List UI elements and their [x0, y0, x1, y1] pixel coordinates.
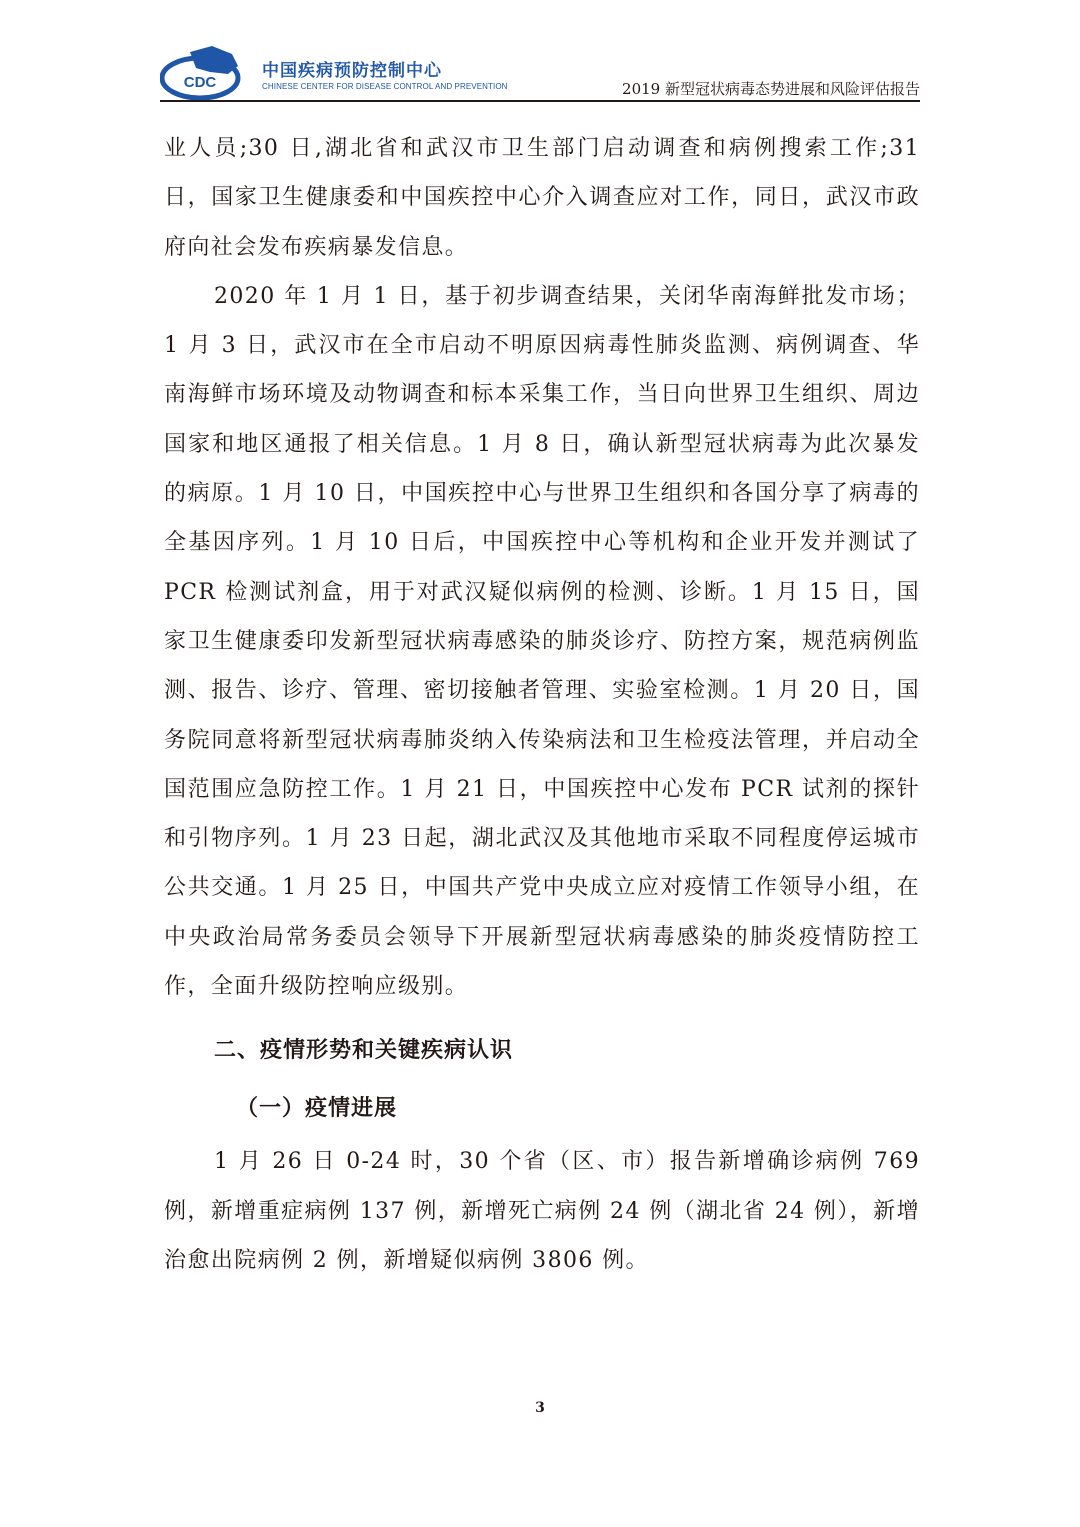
paragraph-2: 2020 年 1 月 1 日，基于初步调查结果，关闭华南海鲜批发市场；1 月 3 日，武汉市在全市启动不明原因病毒性肺炎监测、病例调查、华南海鲜市场环境及动物调查和标本采集工作，当日向世界卫生组织、周边国家和地区通报了相关信息。1 月 8 日，确认新型冠状病毒为此次暴发的病原。1 月 10 日，中国疾控中心与世界卫生组织和各国分享了病毒的全基因序列。1 月 10 日后，中国疾控中心等机构和企业开发并测试了 PCR 检测试剂盒，用于对武汉疑似病例的检测、诊断。1 月 15 日，国家卫生健康委印发新型冠状病毒感染的肺炎诊疗、防控方案，规范病例监测、报告、诊疗、管理、密切接触者管理、实验室检测。1 月 20 日，国务院同意将新型冠状病毒肺炎纳入传染病法和卫生检疫法管理，并启动全国范围应急防控工作。1 月 21 日，中国疾控中心发布 PCR 试剂的探针和引物序列。1 月 23 日起，湖北武汉及其他地市采取不同程度停运城市公共交通。1 月 25 日，中国共产党中央成立应对疫情工作领导小组，在中央政治局常务委员会领导下开展新型冠状病毒感染的肺炎疫情防控工作，全面升级防控响应级别。	[164, 283, 920, 1000]
subsection-heading: （一）疫情进展	[236, 1095, 398, 1122]
logo-text: CDC	[183, 74, 217, 91]
org-name-en: CHINESE CENTER FOR DISEASE CONTROL AND PREVENTION	[262, 82, 508, 91]
page-body	[164, 124, 920, 1285]
org-name-cn: 中国疾病预防控制中心	[262, 61, 442, 81]
page-number: 3	[535, 1400, 545, 1416]
paragraph-3: 1 月 26 日 0-24 时，30 个省（区、市）报告新增确诊病例 769 例，新增重症病例 137 例，新增死亡病例 24 例（湖北省 24 例），新增治愈出院病例 2 例，新增疑似病例 3806 例。	[164, 1149, 920, 1273]
paragraph-1: 业人员;30 日,湖北省和武汉市卫生部门启动调查和病例搜索工作;31 日，国家卫生健康委和中国疾控中心介入调查应对工作，同日，武汉市政府向社会发布疾病暴发信息。	[164, 136, 920, 260]
report-title: 2019 新型冠状病毒态势进展和风险评估报告	[622, 80, 920, 98]
header-divider	[160, 100, 920, 102]
page-header	[160, 36, 920, 102]
section-heading: 二、疫情形势和关键疾病认识	[214, 1037, 514, 1064]
cdc-logo-icon	[160, 40, 252, 102]
